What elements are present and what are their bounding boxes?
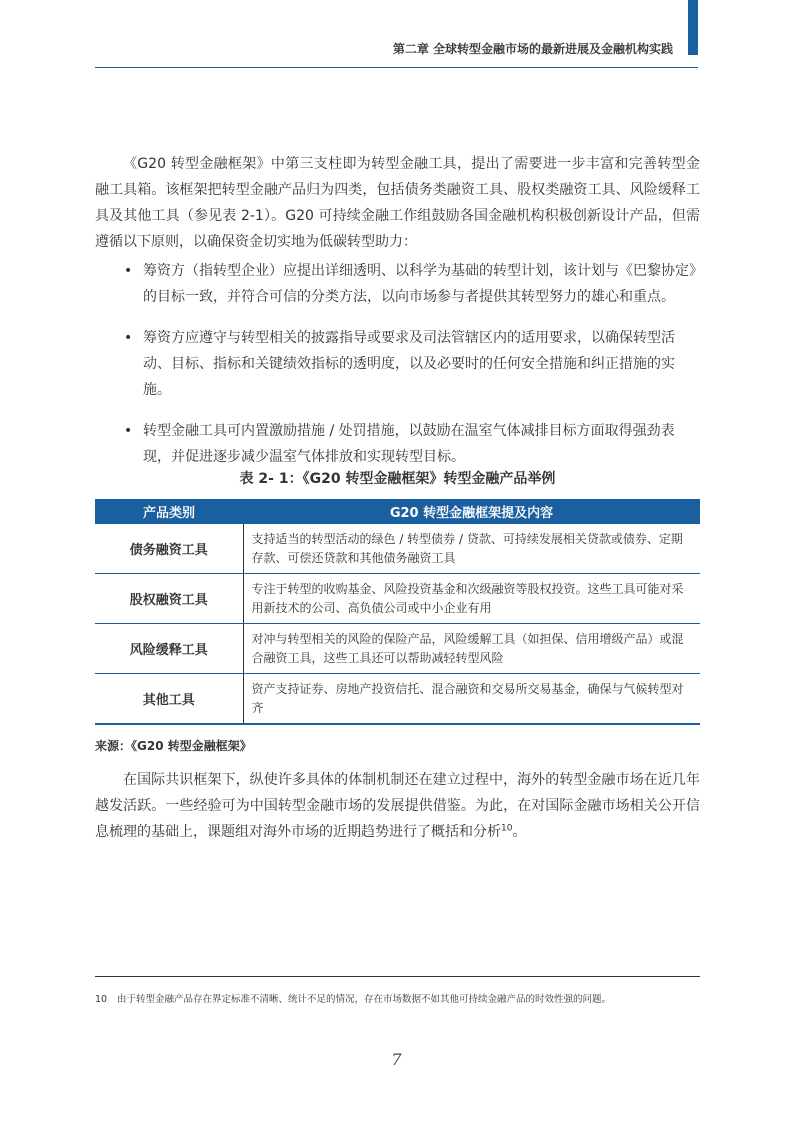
body-paragraph-end: 。 <box>512 824 527 840</box>
table-row <box>95 624 700 674</box>
content-cell: 专注于转型的收购基金、风险投资基金和次级融资等股权投资。这些工具可能对采用新技术的公司、高负债公司或中小企业有用 <box>243 574 700 624</box>
product-table <box>95 499 700 725</box>
footnote <box>95 991 700 1005</box>
table-caption: 表 2- 1：《G20 转型金融框架》转型金融产品举例 <box>239 471 556 487</box>
body-paragraph <box>95 767 700 845</box>
footnote-reference[interactable]: 10 <box>501 823 513 834</box>
header-accent-bar <box>688 0 698 55</box>
column-header-content: G20 转型金融框架提及内容 <box>243 499 700 524</box>
table-row <box>95 674 700 725</box>
list-item-text: 转型金融工具可内置激励措施 / 处罚措施，以鼓励在温室气体减排目标方面取得强劲表现，并促进逐步减少温室气体排放和实现转型目标。 <box>143 423 675 465</box>
table-header-row <box>95 499 700 524</box>
list-item-text: 筹资方应遵守与转型相关的披露指导或要求及司法管辖区内的适用要求，以确保转型活动、目标、指标和关键绩效指标的透明度，以及必要时的任何安全措施和纠正措施的实施。 <box>143 330 675 398</box>
category-cell: 债务融资工具 <box>95 524 243 574</box>
chapter-header: 第二章 全球转型金融市场的最新进展及金融机构实践 <box>392 42 673 56</box>
header-rule <box>95 67 698 68</box>
category-cell: 其他工具 <box>95 674 243 725</box>
content-cell: 资产支持证券、房地产投资信托、混合融资和交易所交易基金，确保与气候转型对齐 <box>243 674 700 725</box>
list-item <box>120 418 700 470</box>
bullet-icon: • <box>124 330 133 346</box>
intro-paragraph: 《G20 转型金融框架》中第三支柱即为转型金融工具，提出了需要进一步丰富和完善转型金融工具箱。该框架把转型金融产品归为四类，包括债务类融资工具、股权类融资工具、风险缓释工具及其他工具（参见表 2-1）。G20 可持续金融工作组鼓励各国金融机构积极创新设计产品，但需遵循以下原则，以确保资金切实地为低碳转型助力： <box>95 156 700 250</box>
page-number: 7 <box>391 1050 402 1069</box>
category-cell: 股权融资工具 <box>95 574 243 624</box>
principles-list <box>120 258 700 485</box>
list-item <box>120 258 700 310</box>
bullet-icon: • <box>124 423 133 439</box>
content-cell: 对冲与转型相关的风险的保险产品，风险缓解工具（如担保、信用增级产品）或混合融资工具，这些工具还可以帮助减轻转型风险 <box>243 624 700 674</box>
footnote-rule <box>95 976 700 977</box>
body-paragraph-text: 在国际共识框架下，纵使许多具体的体制机制还在建立过程中，海外的转型金融市场在近几年越发活跃。一些经验可为中国转型金融市场的发展提供借鉴。为此，在对国际金融市场相关公开信息梳理的基础上，课题组对海外市场的近期趋势进行了概括和分析 <box>95 772 700 840</box>
table-row <box>95 524 700 574</box>
footnote-text: 由于转型金融产品存在界定标准不清晰、统计不足的情况，存在市场数据不如其他可持续金融产品的时效性强的问题。 <box>117 994 612 1005</box>
list-item-text: 筹资方（指转型企业）应提出详细透明、以科学为基础的转型计划，该计划与《巴黎协定》的目标一致，并符合可信的分类方法，以向市场参与者提供其转型努力的雄心和重点。 <box>143 263 696 305</box>
content-cell: 支持适当的转型活动的绿色 / 转型债券 / 贷款、可持续发展相关贷款或债券、定期存款、可偿还贷款和其他债务融资工具 <box>243 524 700 574</box>
list-item <box>120 325 700 403</box>
table-source: 来源：《G20 转型金融框架》 <box>95 739 252 753</box>
category-cell: 风险缓释工具 <box>95 624 243 674</box>
table-row <box>95 574 700 624</box>
footnote-number: 10 <box>95 994 108 1005</box>
column-header-category: 产品类别 <box>95 499 243 524</box>
bullet-icon: • <box>124 263 133 279</box>
